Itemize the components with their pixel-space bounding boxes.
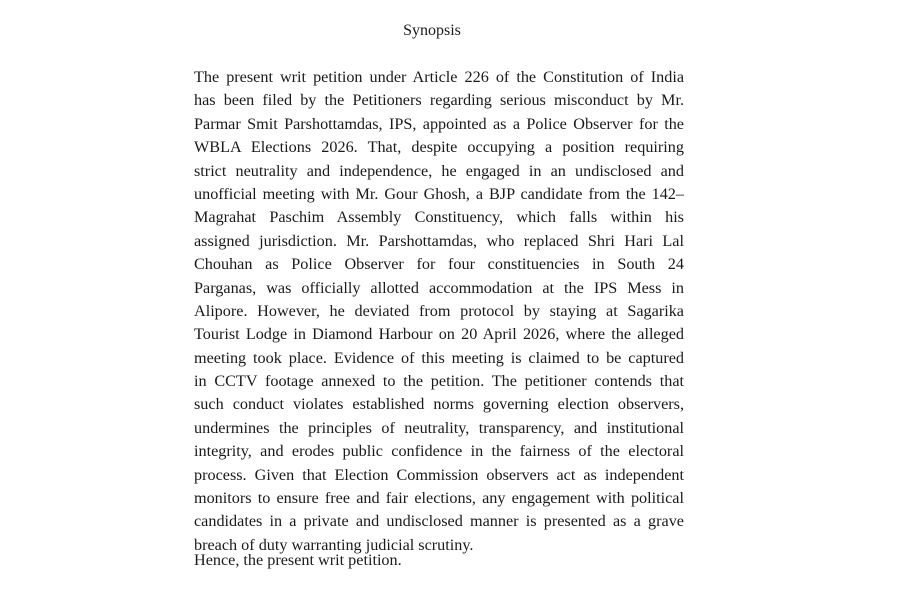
paragraph-line: integrity, and erodes public confidence in the fairness of the electoral — [194, 442, 684, 461]
paragraph-line: Chouhan as Police Observer for four constituencies in South 24 — [194, 255, 684, 274]
paragraph-line: such conduct violates established norms governing election observers, — [194, 395, 684, 414]
paragraph-line: Tourist Lodge in Diamond Harbour on 20 April 2026, where the alleged — [194, 325, 684, 344]
paragraph-line: unofficial meeting with Mr. Gour Ghosh, a BJP candidate from the 142– — [194, 184, 684, 203]
document-title: Synopsis — [403, 22, 461, 39]
paragraph-line: undermines the principles of neutrality, transparency, and institutional — [194, 418, 684, 437]
paragraph-line: strict neutrality and independence, he engaged in an undisclosed and — [194, 161, 684, 180]
paragraph-line: Magrahat Paschim Assembly Constituency, which falls within his — [194, 208, 684, 227]
paragraph-line: The present writ petition under Article 226 of the Constitution of India — [194, 68, 684, 86]
paragraph-line: assigned jurisdiction. Mr. Parshottamdas, who replaced Shri Hari Lal — [194, 231, 684, 250]
paragraph-line: Parganas, was officially allotted accommodation at the IPS Mess in — [194, 278, 684, 297]
paragraph-line: monitors to ensure free and fair elections, any engagement with political — [194, 489, 684, 508]
paragraph-line: breach of duty warranting judicial scrutiny. — [194, 535, 474, 554]
paragraph-line: candidates in a private and undisclosed manner is presented as a grave — [194, 512, 684, 531]
closing-statement: Hence, the present writ petition. — [194, 551, 402, 569]
paragraph-line: Parmar Smit Parshottamdas, IPS, appointed as a Police Observer for the — [194, 114, 684, 133]
paragraph-line: process. Given that Election Commission observers act as independent — [194, 465, 684, 484]
paragraph-line: Alipore. However, he deviated from protocol by staying at Sagarika — [194, 301, 684, 320]
paragraph-line: WBLA Elections 2026. That, despite occupying a position requiring — [194, 138, 684, 157]
paragraph-line: meeting took place. Evidence of this meeting is claimed to be captured — [194, 348, 684, 367]
paragraph-line: in CCTV footage annexed to the petition. The petitioner contends that — [194, 372, 684, 391]
paragraph-line: has been filed by the Petitioners regarding serious misconduct by Mr. — [194, 91, 684, 110]
synopsis-paragraph — [194, 66, 684, 557]
